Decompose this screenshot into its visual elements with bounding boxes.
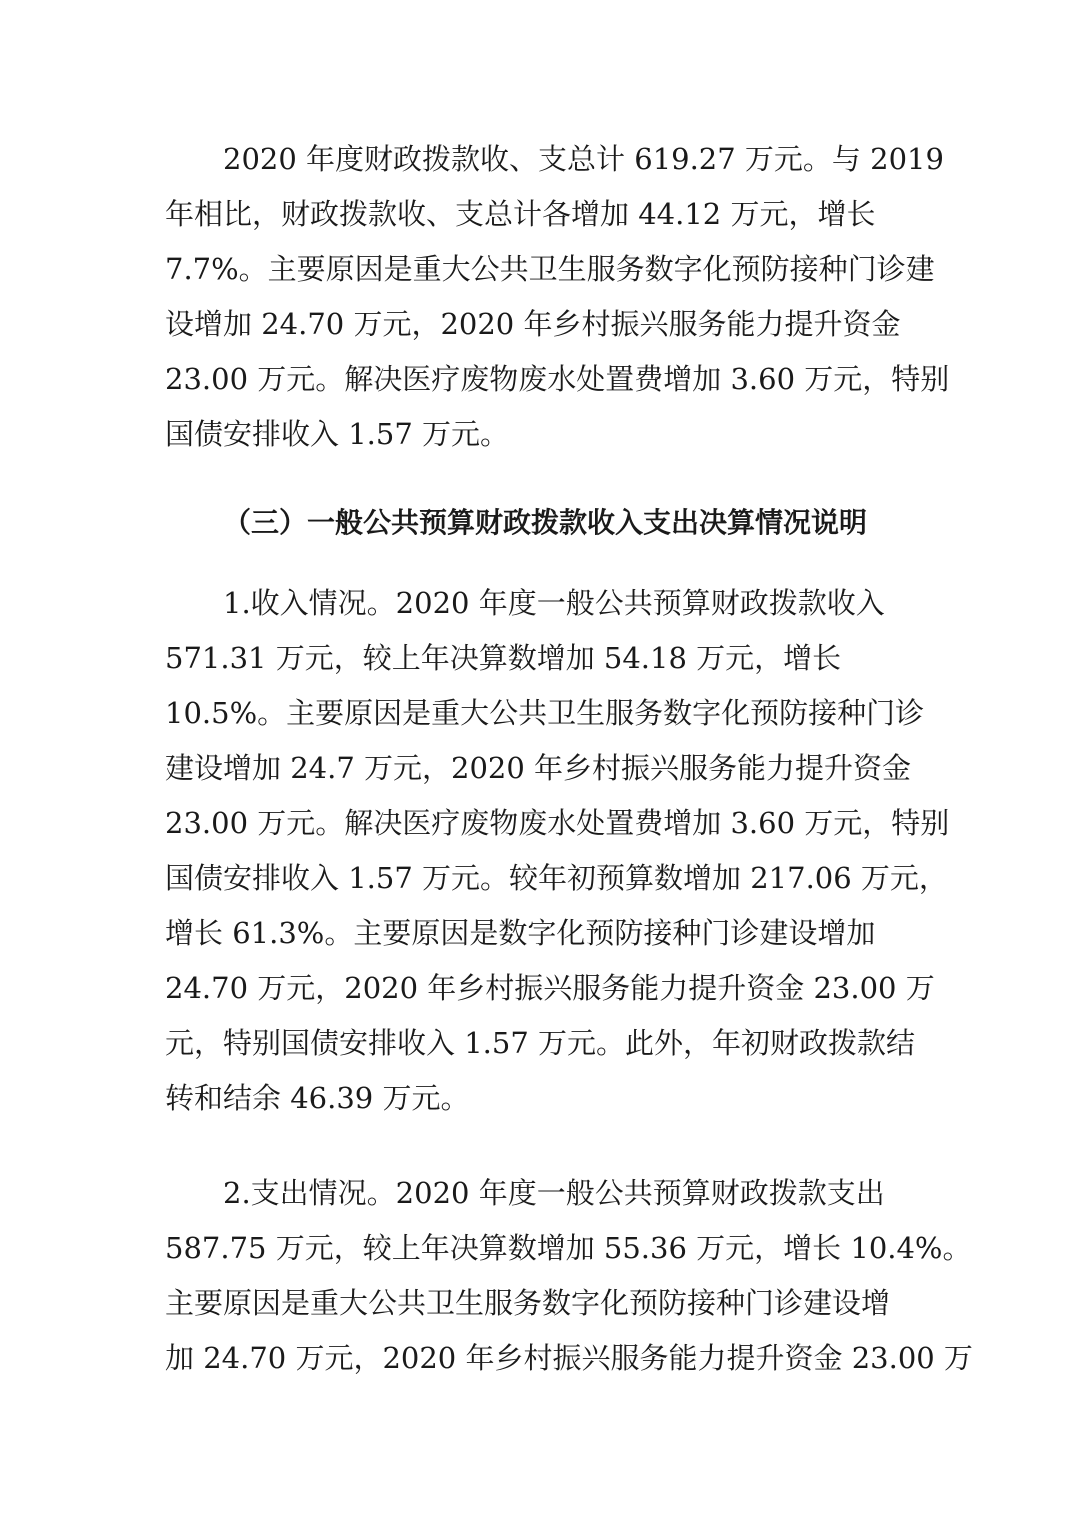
section-heading: （三）一般公共预算财政拨款收入支出决算情况说明 — [223, 506, 868, 539]
text-line: 23.00 万元。解决医疗废物废水处置费增加 3.60 万元，特别 — [165, 362, 950, 396]
text-line: 主要原因是重大公共卫生服务数字化预防接种门诊建设增 — [165, 1286, 891, 1320]
paragraph-expenditure — [165, 1166, 973, 1386]
text-line: 24.70 万元，2020 年乡村振兴服务能力提升资金 23.00 万 — [165, 971, 935, 1005]
text-line: 23.00 万元。解决医疗废物废水处置费增加 3.60 万元，特别 — [165, 806, 950, 840]
text-line: 10.5%。主要原因是重大公共卫生服务数字化预防接种门诊 — [165, 696, 925, 730]
text-line: 2020 年度财政拨款收、支总计 619.27 万元。与 2019 — [223, 142, 944, 176]
text-line: 建设增加 24.7 万元，2020 年乡村振兴服务能力提升资金 — [165, 751, 912, 785]
text-line: 增长 61.3%。主要原因是数字化预防接种门诊建设增加 — [165, 916, 876, 950]
text-line: 年相比，财政拨款收、支总计各增加 44.12 万元，增长 — [165, 197, 876, 231]
text-line: 设增加 24.70 万元，2020 年乡村振兴服务能力提升资金 — [165, 307, 901, 341]
text-line: 2.支出情况。2020 年度一般公共预算财政拨款支出 — [223, 1176, 885, 1210]
text-line: 7.7%。主要原因是重大公共卫生服务数字化预防接种门诊建 — [165, 252, 935, 286]
text-line: 587.75 万元，较上年决算数增加 55.36 万元，增长 10.4%。 — [165, 1231, 972, 1265]
text-line: 国债安排收入 1.57 万元。 — [165, 417, 510, 451]
text-line: 571.31 万元，较上年决算数增加 54.18 万元，增长 — [165, 641, 842, 675]
text-line: 国债安排收入 1.57 万元。较年初预算数增加 217.06 万元， — [165, 861, 948, 895]
paragraph-income — [165, 576, 950, 1126]
text-line: 元，特别国债安排收入 1.57 万元。此外，年初财政拨款结 — [165, 1026, 916, 1060]
paragraph-fiscal-total — [165, 132, 950, 462]
text-line: 加 24.70 万元，2020 年乡村振兴服务能力提升资金 23.00 万 — [165, 1341, 973, 1375]
text-line: 转和结余 46.39 万元。 — [165, 1081, 470, 1115]
text-line: 1.收入情况。2020 年度一般公共预算财政拨款收入 — [223, 586, 885, 620]
